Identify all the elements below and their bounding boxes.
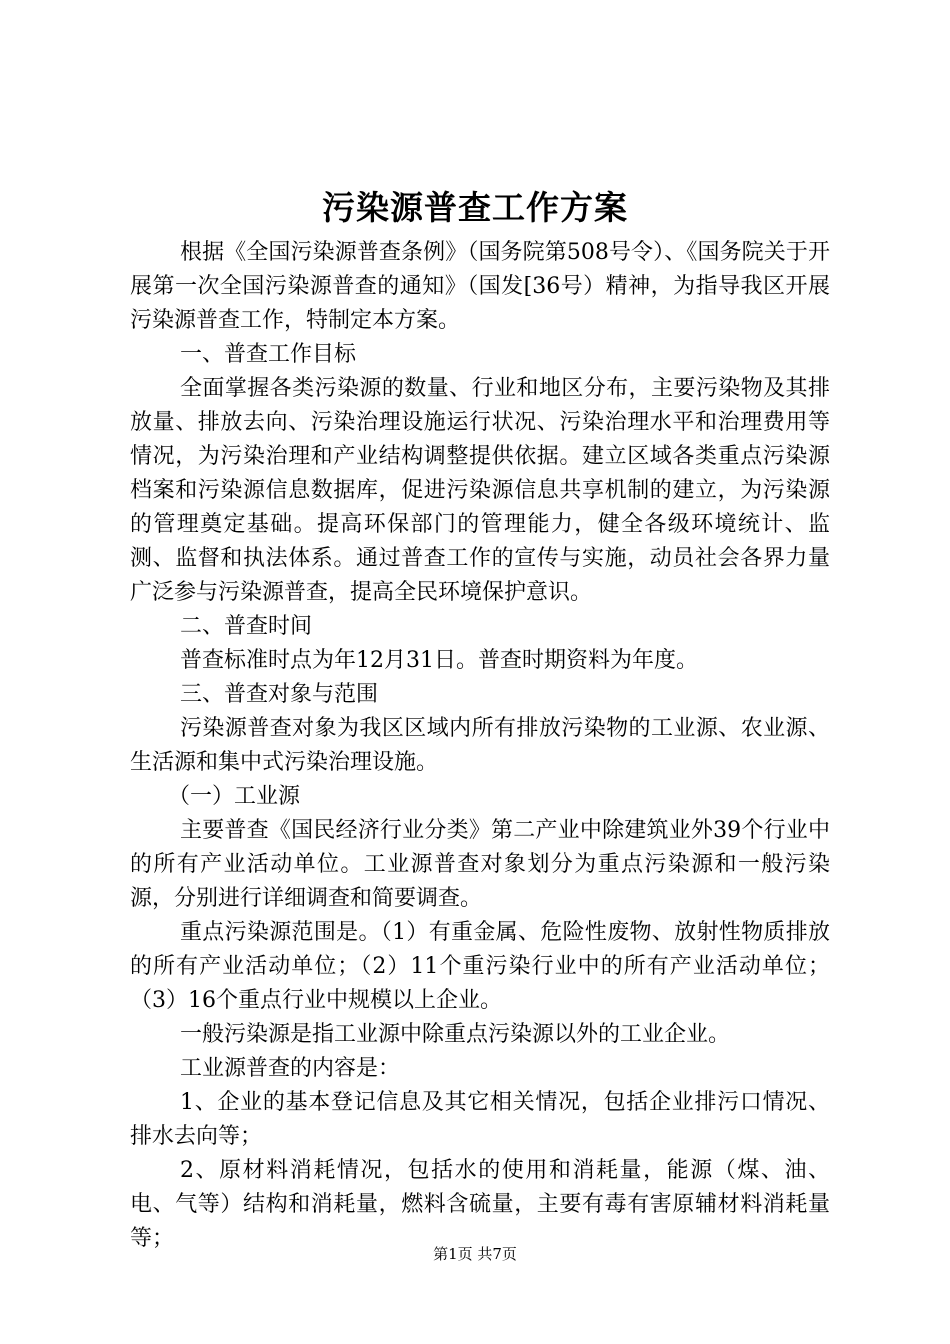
document-body xyxy=(130,236,830,1256)
paragraph-scope: 污染源普查对象为我区区域内所有排放污染物的工业源、农业源、生活源和集中式污染治理设施。 xyxy=(130,716,830,775)
subsection-heading-industrial: （一）工业源 xyxy=(168,784,301,809)
paragraph-general-sources: 一般污染源是指工业源中除重点污染源以外的工业企业。 xyxy=(180,1022,731,1047)
section-heading-scope: 三、普查对象与范围 xyxy=(180,682,379,707)
page-footer: 第1页 共7页 xyxy=(433,1245,517,1263)
paragraph-key-sources: 重点污染源范围是。（1）有重金属、危险性废物、放射性物质排放的所有产业活动单位；（2）11个重污染行业中的所有产业活动单位；（3）16个重点行业中规模以上企业。 xyxy=(130,920,830,1013)
list-item-1: 1、企业的基本登记信息及其它相关情况，包括企业排污口情况、排水去向等； xyxy=(130,1090,830,1149)
document-title: 污染源普查工作方案 xyxy=(322,188,628,227)
paragraph-intro: 根据《全国污染源普查条例》（国务院第508号令）、《国务院关于开展第一次全国污染源普查的通知》（国发[36号）精神，为指导我区开展污染源普查工作，特制定本方案。 xyxy=(130,240,830,333)
paragraph-time: 普查标准时点为年12月31日。普查时期资料为年度。 xyxy=(180,648,698,673)
paragraph-industrial: 主要普查《国民经济行业分类》第二产业中除建筑业外39个行业中的所有产业活动单位。工业源普查对象划分为重点污染源和一般污染源，分别进行详细调查和简要调查。 xyxy=(130,818,830,911)
paragraph-goal: 全面掌握各类污染源的数量、行业和地区分布，主要污染物及其排放量、排放去向、污染治理设施运行状况、污染治理水平和治理费用等情况，为污染治理和产业结构调整提供依据。建立区域各类重点污染源档案和污染源信息数据库，促进污染源信息共享机制的建立，为污染源的管理奠定基础。提高环保部门的管理能力，健全各级环境统计、监测、监督和执法体系。通过普查工作的宣传与实施，动员社会各界力量广泛参与污染源普查，提高全民环境保护意识。 xyxy=(130,376,830,605)
list-item-2: 2、原材料消耗情况，包括水的使用和消耗量，能源（煤、油、电、气等）结构和消耗量，燃料含硫量，主要有毒有害原辅材料消耗量等； xyxy=(130,1158,830,1251)
section-heading-goal: 一、普查工作目标 xyxy=(180,342,357,367)
section-heading-time: 二、普查时间 xyxy=(180,614,313,639)
paragraph-content-intro: 工业源普查的内容是： xyxy=(180,1056,401,1081)
